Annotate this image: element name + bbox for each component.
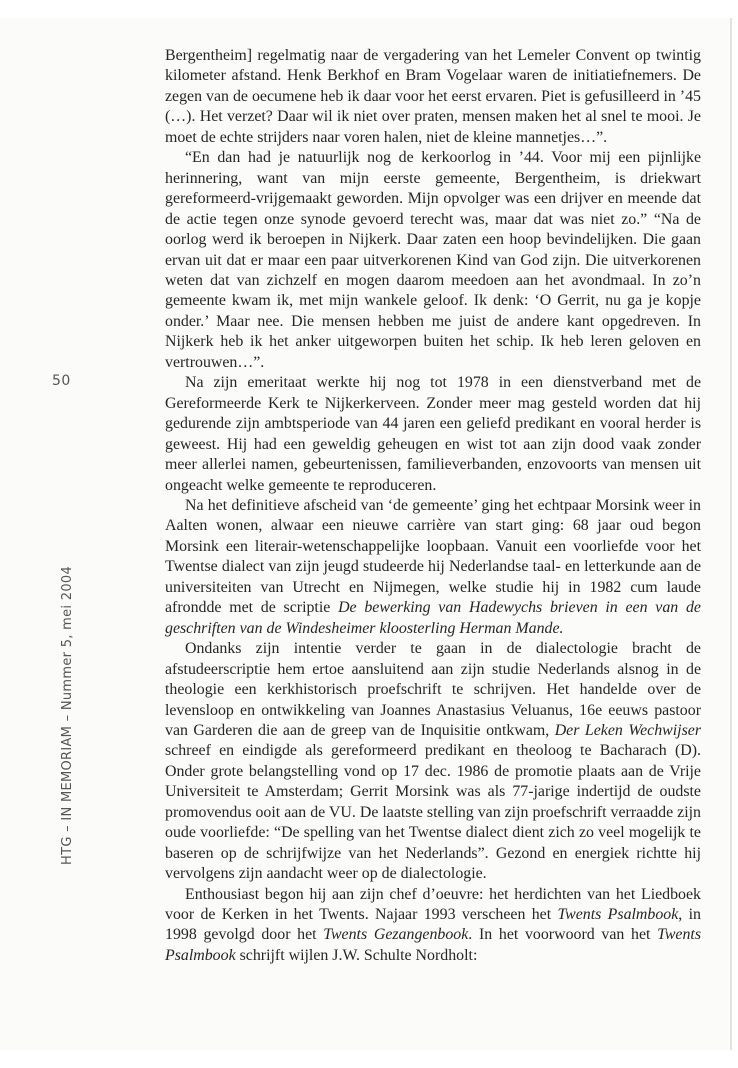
paragraph-text: Bergentheim] regelmatig naar de vergadering van het Lemeler Convent op twintig kilometer afstand. Henk Berkhof en Bram Vogelaar waren de initiatiefnemers. De zegen van de oecumene heb ik daar voor het eerst ervaren. Piet is gefusilleerd in ’45 (…). Het verzet? Daar wil ik niet over praten, mensen maken het al snel te mooi. Je moet de echte strijders naar voren halen, niet de kleine mannetjes…”. [165, 47, 701, 146]
article-body [165, 46, 701, 966]
thesis-title: De bewerking van Hadewychs brieven in een van de geschriften van de Windesheimer kloosterling Herman Mande. [165, 599, 701, 637]
running-head: HTG – IN MEMORIAM – Nummer 5, mei 2004 [60, 565, 75, 865]
page-number: 50 [52, 373, 71, 389]
paragraph-text: Na zijn emeritaat werkte hij nog tot 1978 in een dienstverband met de Gereformeerde Kerk te Nijkerkerveen. Zonder meer mag gesteld worden dat hij gedurende zijn ambtsperiode van 44 jaren een geliefd predikant en vooral herder is geweest. Hij had een geweldig geheugen en wist tot aan zijn dood vaak zonder meer allerlei namen, gebeurtenissen, familieverbanden, enzovoorts van mensen uit ongeacht welke gemeente te reproduceren. [165, 374, 701, 494]
paragraph-text: Na het definitieve afscheid van ‘de gemeente’ ging het echtpaar Morsink weer in Aalten wonen, alwaar een nieuwe carrière van start ging: 68 jaar oud begon Morsink een literair-wetenschappelijke loopbaan. Vanuit een voorliefde voor het Twentse dialect van zijn jeugd studeerde hij Nederlandse taal- en letterkunde aan de universiteiten van Utrecht en Nijmegen, welke studie hij in 1982 cum laude afrondde met de scriptie [165, 496, 701, 617]
paragraph-text: “En dan had je natuurlijk nog de kerkoorlog in ’44. Voor mij een pijnlijke herinnering, want van mijn eerste gemeente, Bergentheim, is driekwart gereformeerd-vrijgemaakt geworden. Mijn opvolger was een drijver en meende dat de actie tegen onze synode gevoerd terecht was, maar dat was niet zo.” “Na de oorlog werd ik beroepen in Nijkerk. Daar zaten een hoop bevindelijken. Die gaan ervan uit dat er maar een paar uitverkorenen Kind van God zijn. Die uitverkorenen weten dat van zichzelf en mogen daarom meedoen aan het avondmaal. In zo’n gemeente kwam ik, met mijn wankele geloof. Ik denk: ‘O Gerrit, nu ga je kopje onder.’ Maar nee. Die mensen hebben me juist de andere kant opgedreven. In Nijkerk heb ik het anker uitgeworpen buiten het schip. Ik heb leren geloven en vertrouwen…”. [165, 149, 701, 371]
paragraph-text: Enthousiast begon hij aan zijn chef d’oeuvre: het herdichten van het Liedboek voor de Kerken in het Twents. Najaar 1993 verscheen het [165, 885, 701, 924]
paragraph-text: schreef en eindigde als gereformeerd predikant en theoloog te Bacharach (D). Onder grote belangstelling vond op 17 dec. 1986 de promotie plaats aan de Vrije Universiteit te Amsterdam; Gerrit Morsink was als 77-jarige indertijd de oudste promovendus ooit aan de VU. De laatste stelling van zijn proefschrift verraadde zijn oude voorliefde: “De spelling van het Twentse dialect dient zich zo veel mogelijk te baseren op de schrijfwijze van het Nederlands”. Gezond en energiek richtte hij vervolgens zijn aandacht weer op de dialectologie. [165, 742, 701, 883]
book-title: Twents Gezangenbook [323, 926, 469, 944]
paragraph-text: . In het voorwoord van het [468, 926, 651, 944]
paragraph [165, 373, 701, 496]
paragraph [165, 639, 701, 884]
paragraph-text: Ondanks zijn intentie verder te gaan in de dialectologie bracht de afstudeerscriptie hem ertoe aansluitend aan zijn studie Nederlands alsnog in de theologie een kerkhistorisch proefschrift te schrijven. Het handelde over de levensloop en ontwikkeling van Joannes Anastasius Veluanus, 16e eeuws pastoor van Garderen die aan de greep van de Inquisitie ontkwam, [165, 640, 701, 739]
book-title: Twents Psalmbook [557, 906, 679, 924]
paragraph [165, 885, 701, 967]
paragraph-text: schrijft wijlen J.W. Schulte Nordholt: [239, 946, 478, 964]
document-page [0, 18, 732, 1050]
book-title: Twents Psalmbook [165, 926, 702, 964]
book-title: Der Leken Wechwijser [554, 721, 701, 739]
paragraph-text: , in 1998 gevolgd door het [165, 906, 701, 944]
paragraph [165, 148, 701, 373]
paragraph [165, 496, 701, 639]
paragraph [165, 46, 701, 148]
